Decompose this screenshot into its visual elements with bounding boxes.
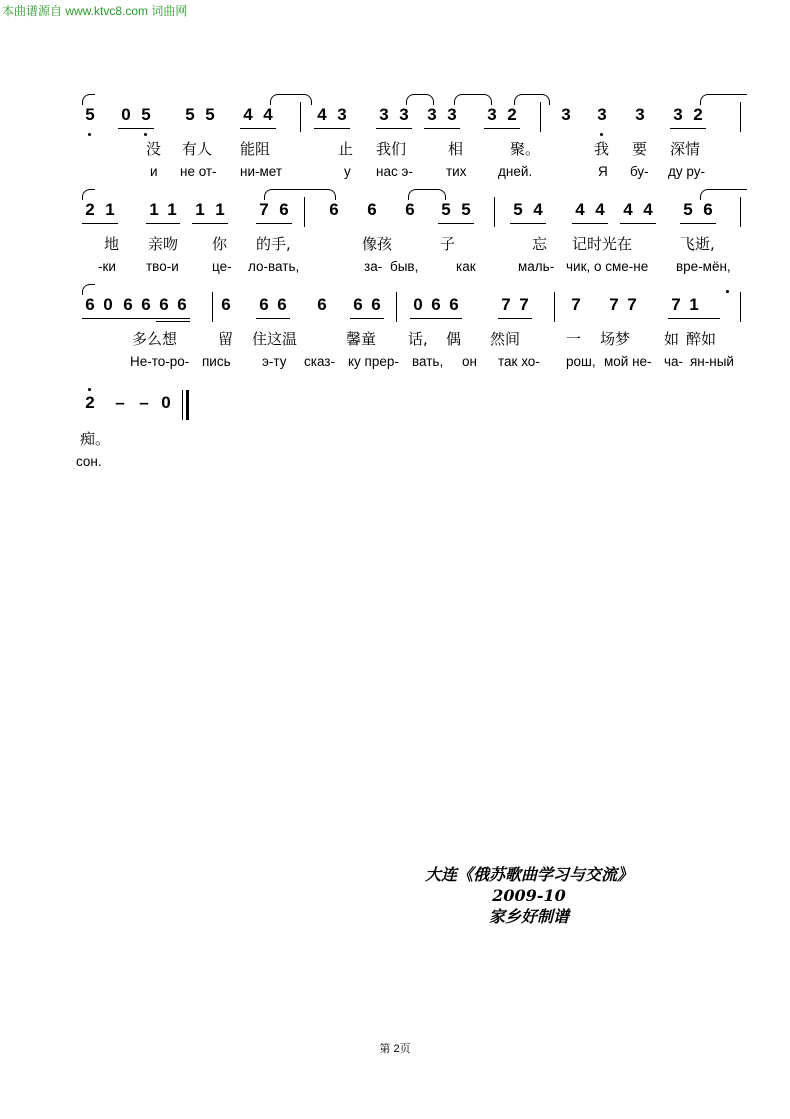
note: 3 <box>673 105 683 124</box>
lyric-zh: 然间 <box>490 330 521 348</box>
lyric-zh: 一 <box>566 330 582 348</box>
lyric-ru: рош, <box>566 354 596 369</box>
lyric-zh: 的手, <box>256 235 291 253</box>
lyric-ru: чик, о сме-не <box>566 259 649 274</box>
lyric-ru: как <box>456 259 476 274</box>
lyric-zh: 有人 <box>182 140 213 158</box>
lyric-ru: вать, <box>412 354 444 369</box>
note: 1 <box>195 200 205 219</box>
note: 3 <box>399 105 409 124</box>
note: 3 <box>487 105 497 124</box>
lyric-ru: дней. <box>498 164 533 179</box>
note: 6 <box>353 295 363 314</box>
lyric-zh: 你 <box>212 235 228 253</box>
note: 7 <box>571 295 581 314</box>
lyric-ru: ни-мет <box>240 164 283 179</box>
note: 2 <box>507 105 517 124</box>
note: 4 <box>623 200 633 219</box>
note: 7 <box>519 295 529 314</box>
lyric-ru: тво-и <box>146 259 179 274</box>
note: 3 <box>379 105 389 124</box>
lyric-ru: пись <box>202 354 231 369</box>
lyric-zh: 能阻 <box>240 140 271 158</box>
lyric-zh: 住这温 <box>252 330 298 348</box>
lyric-zh: 相 <box>448 140 464 158</box>
note: 1 <box>149 200 159 219</box>
lyric-ru: нас э- <box>376 164 413 179</box>
note: 6 <box>371 295 381 314</box>
lyric-zh: 痴。 <box>80 430 111 448</box>
note: 1 <box>689 295 699 314</box>
lyric-ru: сказ- <box>304 354 335 369</box>
lyric-ru: за- <box>364 259 383 274</box>
notation-row-3 <box>0 294 790 324</box>
lyric-zh: 我们 <box>376 140 407 158</box>
note: 6 <box>431 295 441 314</box>
note: 3 <box>447 105 457 124</box>
note: 5 <box>205 105 215 124</box>
note: 6 <box>317 295 327 314</box>
note: 0 <box>413 295 423 314</box>
note: 7 <box>609 295 619 314</box>
note: 3 <box>337 105 347 124</box>
note: 3 <box>635 105 645 124</box>
lyric-zh: 止 <box>338 140 354 158</box>
lyric-ru: ян-ный <box>690 354 734 369</box>
note: 6 <box>85 295 95 314</box>
lyric-ru: у <box>344 164 351 179</box>
credits <box>394 864 664 927</box>
note: 0 <box>121 105 131 124</box>
note: 6 <box>177 295 187 314</box>
lyric-ru: ло-вать, <box>248 259 300 274</box>
lyric-zh: 多么想 <box>132 330 178 348</box>
notation-row-4 <box>0 392 790 422</box>
lyric-ru: Я <box>598 164 608 179</box>
note: 6 <box>221 295 231 314</box>
note: 0 <box>103 295 113 314</box>
note: 2 <box>85 393 95 412</box>
lyric-ru: бу- <box>630 164 649 179</box>
note: 6 <box>159 295 169 314</box>
lyric-ru: вре-мён, <box>676 259 731 274</box>
note: 4 <box>533 200 543 219</box>
lyric-zh: 像孩 <box>362 235 393 253</box>
lyric-ru: э-ту <box>262 354 287 369</box>
lyric-zh: 偶 <box>446 330 462 348</box>
lyric-ru: -ки <box>98 259 116 274</box>
lyric-zh: 地 <box>104 235 120 253</box>
note: 1 <box>167 200 177 219</box>
lyric-zh: 我 <box>594 140 610 158</box>
credits-line-2: 2009-10 <box>492 886 566 905</box>
note: – <box>115 393 125 412</box>
credits-line-1: 大连《俄苏歌曲学习与交流》 <box>424 865 633 884</box>
lyric-ru: ча- <box>664 354 684 369</box>
lyric-zh: 飞逝, <box>680 235 715 253</box>
note: 4 <box>317 105 327 124</box>
note: 5 <box>513 200 523 219</box>
note: 6 <box>259 295 269 314</box>
lyric-ru: быв, <box>390 259 419 274</box>
note: 2 <box>693 105 703 124</box>
lyric-zh: 聚。 <box>510 140 541 158</box>
lyric-ru: це- <box>212 259 232 274</box>
note: 5 <box>683 200 693 219</box>
lyric-zh: 馨童 <box>346 330 377 348</box>
source-header: 本曲谱源自 www.ktvc8.com 词曲网 <box>2 4 188 18</box>
note: 3 <box>561 105 571 124</box>
note: 7 <box>501 295 511 314</box>
note: 6 <box>405 200 415 219</box>
note: 6 <box>123 295 133 314</box>
note: 4 <box>643 200 653 219</box>
lyric-zh: 留 <box>218 330 234 348</box>
note: 6 <box>367 200 377 219</box>
lyric-ru: так хо- <box>498 354 540 369</box>
note: – <box>139 393 149 412</box>
lyric-zh: 深情 <box>670 140 701 158</box>
notation-row-1 <box>0 104 790 134</box>
note: 4 <box>575 200 585 219</box>
lyric-zh: 亲吻 <box>148 235 179 253</box>
notation-row-2 <box>0 199 790 229</box>
note: 6 <box>277 295 287 314</box>
page-number: 第 2页 <box>379 1043 411 1055</box>
lyric-zh: 如 <box>664 330 680 348</box>
lyric-ru: Не-то-ро- <box>130 354 190 369</box>
note: 6 <box>449 295 459 314</box>
lyric-ru: не от- <box>180 164 217 179</box>
lyric-zh: 子 <box>440 235 456 253</box>
lyric-ru: ду ру- <box>668 164 705 179</box>
note: 1 <box>215 200 225 219</box>
note: 4 <box>263 105 273 124</box>
lyric-ru: он <box>462 354 477 369</box>
note: 7 <box>627 295 637 314</box>
lyric-ru: маль- <box>518 259 555 274</box>
note: 6 <box>329 200 339 219</box>
lyric-zh: 记时光在 <box>572 235 633 253</box>
lyric-ru: и <box>150 164 158 179</box>
lyric-ru: сон. <box>76 454 102 469</box>
note: 6 <box>141 295 151 314</box>
lyric-ru: ку прер- <box>348 354 399 369</box>
note: 0 <box>161 393 171 412</box>
note: 3 <box>597 105 607 124</box>
lyric-zh: 忘 <box>532 235 548 253</box>
note: 3 <box>427 105 437 124</box>
lyric-zh: 要 <box>632 140 648 158</box>
credits-line-3: 家乡好制谱 <box>488 907 569 926</box>
lyric-zh: 醉如 <box>686 330 717 348</box>
note: 5 <box>85 105 95 124</box>
note: 5 <box>441 200 451 219</box>
note: 4 <box>243 105 253 124</box>
note: 2 <box>85 200 95 219</box>
lyric-zh: 话, <box>408 330 428 348</box>
note: 6 <box>279 200 289 219</box>
note: 6 <box>703 200 713 219</box>
note: 1 <box>105 200 115 219</box>
note: 4 <box>595 200 605 219</box>
note: 5 <box>141 105 151 124</box>
note: 7 <box>671 295 681 314</box>
lyric-ru: мой не- <box>604 354 652 369</box>
note: 5 <box>461 200 471 219</box>
lyric-zh: 没 <box>146 140 162 158</box>
note: 5 <box>185 105 195 124</box>
lyric-ru: тих <box>446 164 467 179</box>
lyric-zh: 场梦 <box>600 330 631 348</box>
note: 7 <box>259 200 269 219</box>
